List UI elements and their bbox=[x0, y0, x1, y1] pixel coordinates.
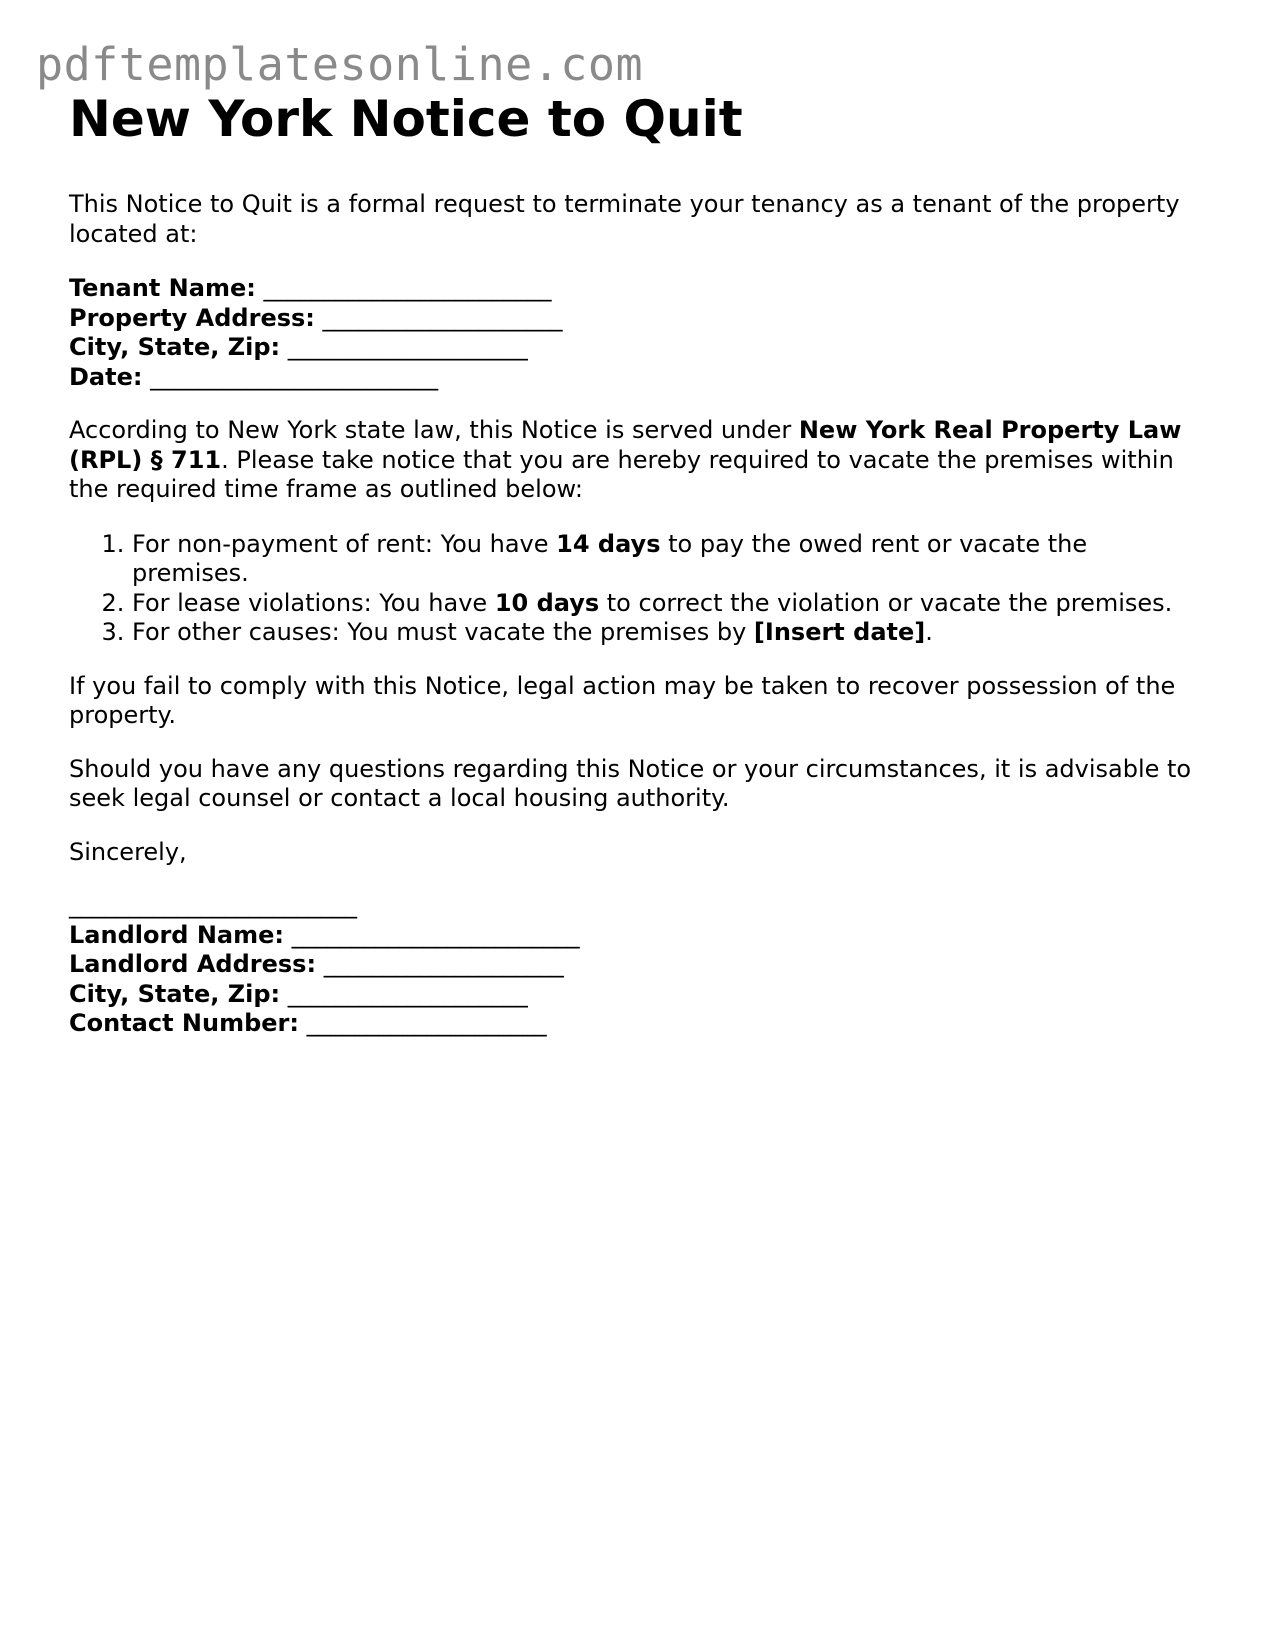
tenant-fields bbox=[69, 274, 1209, 392]
field-label: Landlord Name: bbox=[69, 920, 285, 949]
field-blank: ____________________ bbox=[323, 950, 564, 978]
item-text: For non-payment of rent: You have bbox=[132, 529, 557, 558]
closing: Sincerely, bbox=[69, 837, 187, 866]
field-label: Contact Number: bbox=[69, 1009, 299, 1037]
date-field bbox=[69, 363, 1209, 393]
questions-paragraph: Should you have any questions regarding this Notice or your circumstances, it is advisable to seek legal counsel or contact a local housing authority. bbox=[69, 754, 1192, 812]
list-item bbox=[132, 618, 1209, 648]
contact-number-field bbox=[69, 1009, 1209, 1039]
field-blank: ____________________ bbox=[287, 979, 528, 1008]
item-text: . bbox=[925, 618, 933, 646]
field-label: Tenant Name: bbox=[69, 274, 256, 302]
item-text: For other causes: You must vacate the premises by bbox=[132, 618, 754, 646]
watermark: pdftemplatesonline.com bbox=[36, 38, 644, 91]
noncompliance-paragraph: If you fail to comply with this Notice, legal action may be taken to recover possession of the property. bbox=[69, 671, 1176, 729]
landlord-name-field bbox=[69, 921, 1209, 951]
law-citation: New York Real Property Law (RPL) § 711 bbox=[69, 416, 1182, 474]
field-blank: ____________________ bbox=[287, 333, 528, 361]
field-blank: ________________________ bbox=[263, 274, 552, 302]
field-label: Property Address: bbox=[69, 303, 315, 332]
field-blank: ________________________ bbox=[291, 920, 580, 949]
field-blank: ____________________ bbox=[322, 303, 563, 332]
item-text: For lease violations: You have bbox=[132, 588, 495, 617]
item-text: to pay the owed rent or vacate the premises. bbox=[132, 529, 1088, 587]
item-text: to correct the violation or vacate the premises. bbox=[599, 588, 1173, 617]
landlord-city-state-zip-field bbox=[69, 980, 1209, 1010]
field-blank: ____________________ bbox=[306, 1009, 547, 1037]
document-page bbox=[69, 86, 1209, 1039]
timeframe-list bbox=[69, 530, 1209, 648]
list-item bbox=[132, 589, 1209, 619]
field-label: Landlord Address: bbox=[69, 950, 317, 978]
item-emphasis: 10 days bbox=[494, 588, 600, 617]
signature-line: ________________________ bbox=[69, 891, 357, 919]
property-address-field bbox=[69, 304, 1209, 334]
page-title: New York Notice to Quit bbox=[69, 90, 743, 148]
field-label: City, State, Zip: bbox=[69, 979, 281, 1008]
field-label: Date: bbox=[69, 362, 143, 391]
item-emphasis: 14 days bbox=[556, 529, 661, 558]
landlord-address-field bbox=[69, 950, 1209, 980]
intro-paragraph: This Notice to Quit is a formal request to terminate your tenancy as a tenant of the property located at: bbox=[69, 190, 1180, 248]
tenant-name-field bbox=[69, 274, 1209, 304]
city-state-zip-field bbox=[69, 333, 1209, 363]
legal-paragraph bbox=[69, 416, 1209, 505]
field-blank: ________________________ bbox=[150, 362, 439, 391]
landlord-fields bbox=[69, 921, 1209, 1039]
field-label: City, State, Zip: bbox=[69, 333, 281, 361]
item-emphasis: [Insert date] bbox=[753, 618, 926, 646]
legal-text-pre: According to New York state law, this Notice is served under bbox=[69, 416, 799, 444]
list-item bbox=[132, 530, 1209, 589]
legal-text-post: . Please take notice that you are hereby required to vacate the premises within the required time frame as outlined below: bbox=[69, 445, 1174, 503]
